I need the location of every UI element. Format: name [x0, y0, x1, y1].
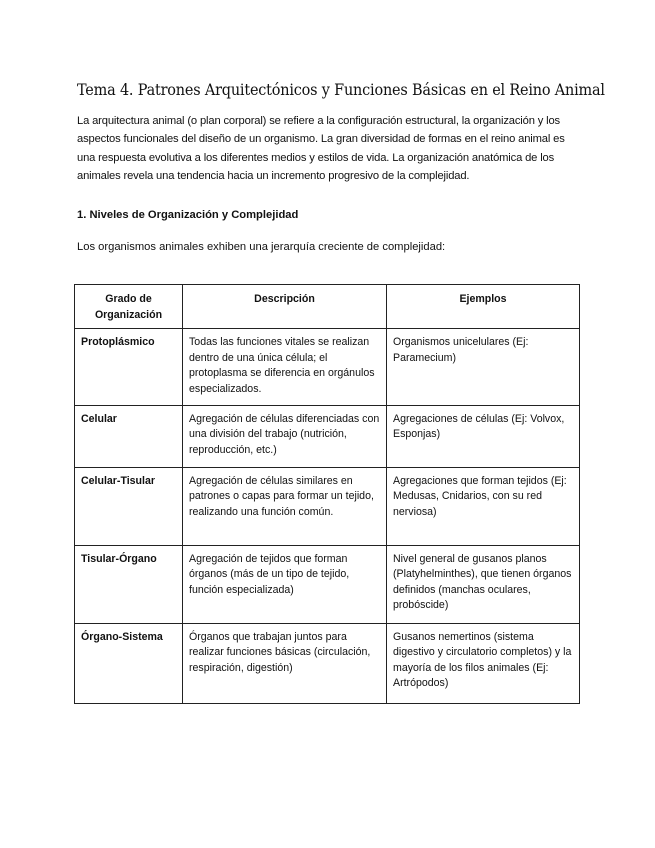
table-row [75, 545, 580, 623]
header-grade: Grado de Organización [75, 285, 183, 329]
description-cell: Agregación de células similares en patrones o capas para formar un tejido, realizando una función común. [183, 467, 387, 545]
header-description: Descripción [183, 285, 387, 329]
description-cell: Órganos que trabajan juntos para realizar funciones básicas (circulación, respiración, digestión) [183, 623, 387, 703]
table-row [75, 623, 580, 703]
section-heading: 1. Niveles de Organización y Complejidad [77, 208, 299, 221]
description-cell: Agregación de células diferenciadas con una división del trabajo (nutrición, reproducción, etc.) [183, 405, 387, 467]
document-title: Tema 4. Patrones Arquitectónicos y Funciones Básicas en el Reino Animal [77, 81, 605, 99]
description-cell: Todas las funciones vitales se realizan dentro de una única célula; el protoplasma se diferencia en orgánulos especializados. [183, 329, 387, 405]
grade-cell: Celular [75, 405, 183, 467]
examples-cell: Gusanos nemertinos (sistema digestivo y circulatorio completos) y la mayoría de los filos animales (Ej: Artrópodos) [387, 623, 580, 703]
section-lead-text: Los organismos animales exhiben una jerarquía creciente de complejidad: [77, 240, 446, 253]
header-examples: Ejemplos [387, 285, 580, 329]
description-cell: Agregación de tejidos que forman órganos (más de un tipo de tejido, función especializada) [183, 545, 387, 623]
examples-cell: Agregaciones que forman tejidos (Ej: Medusas, Cnidarios, con su red nerviosa) [387, 467, 580, 545]
table-header-row [75, 285, 580, 329]
table-row [75, 467, 580, 545]
document-page [77, 78, 605, 256]
grade-cell: Tisular-Órgano [75, 545, 183, 623]
examples-cell: Organismos unicelulares (Ej: Paramecium) [387, 329, 580, 405]
grade-cell: Órgano-Sistema [75, 623, 183, 703]
examples-cell: Agregaciones de células (Ej: Volvox, Esponjas) [387, 405, 580, 467]
table-row [75, 329, 580, 405]
table-row [75, 405, 580, 467]
organization-table [74, 284, 580, 704]
grade-cell: Protoplásmico [75, 329, 183, 405]
intro-paragraph: La arquitectura animal (o plan corporal) se refiere a la configuración estructural, la organización y los aspectos funcionales del diseño de un organismo. La gran diversidad de formas en el reino animal es una respuesta evolutiva a los diferentes medios y estilos de vida. La organización anatómica de los animales revela una tendencia hacia un incremento progresivo de la complejidad. [77, 115, 565, 183]
examples-cell: Nivel general de gusanos planos (Platyhelminthes), que tienen órganos definidos (manchas oculares, probóscide) [387, 545, 580, 623]
grade-cell: Celular-Tisular [75, 467, 183, 545]
